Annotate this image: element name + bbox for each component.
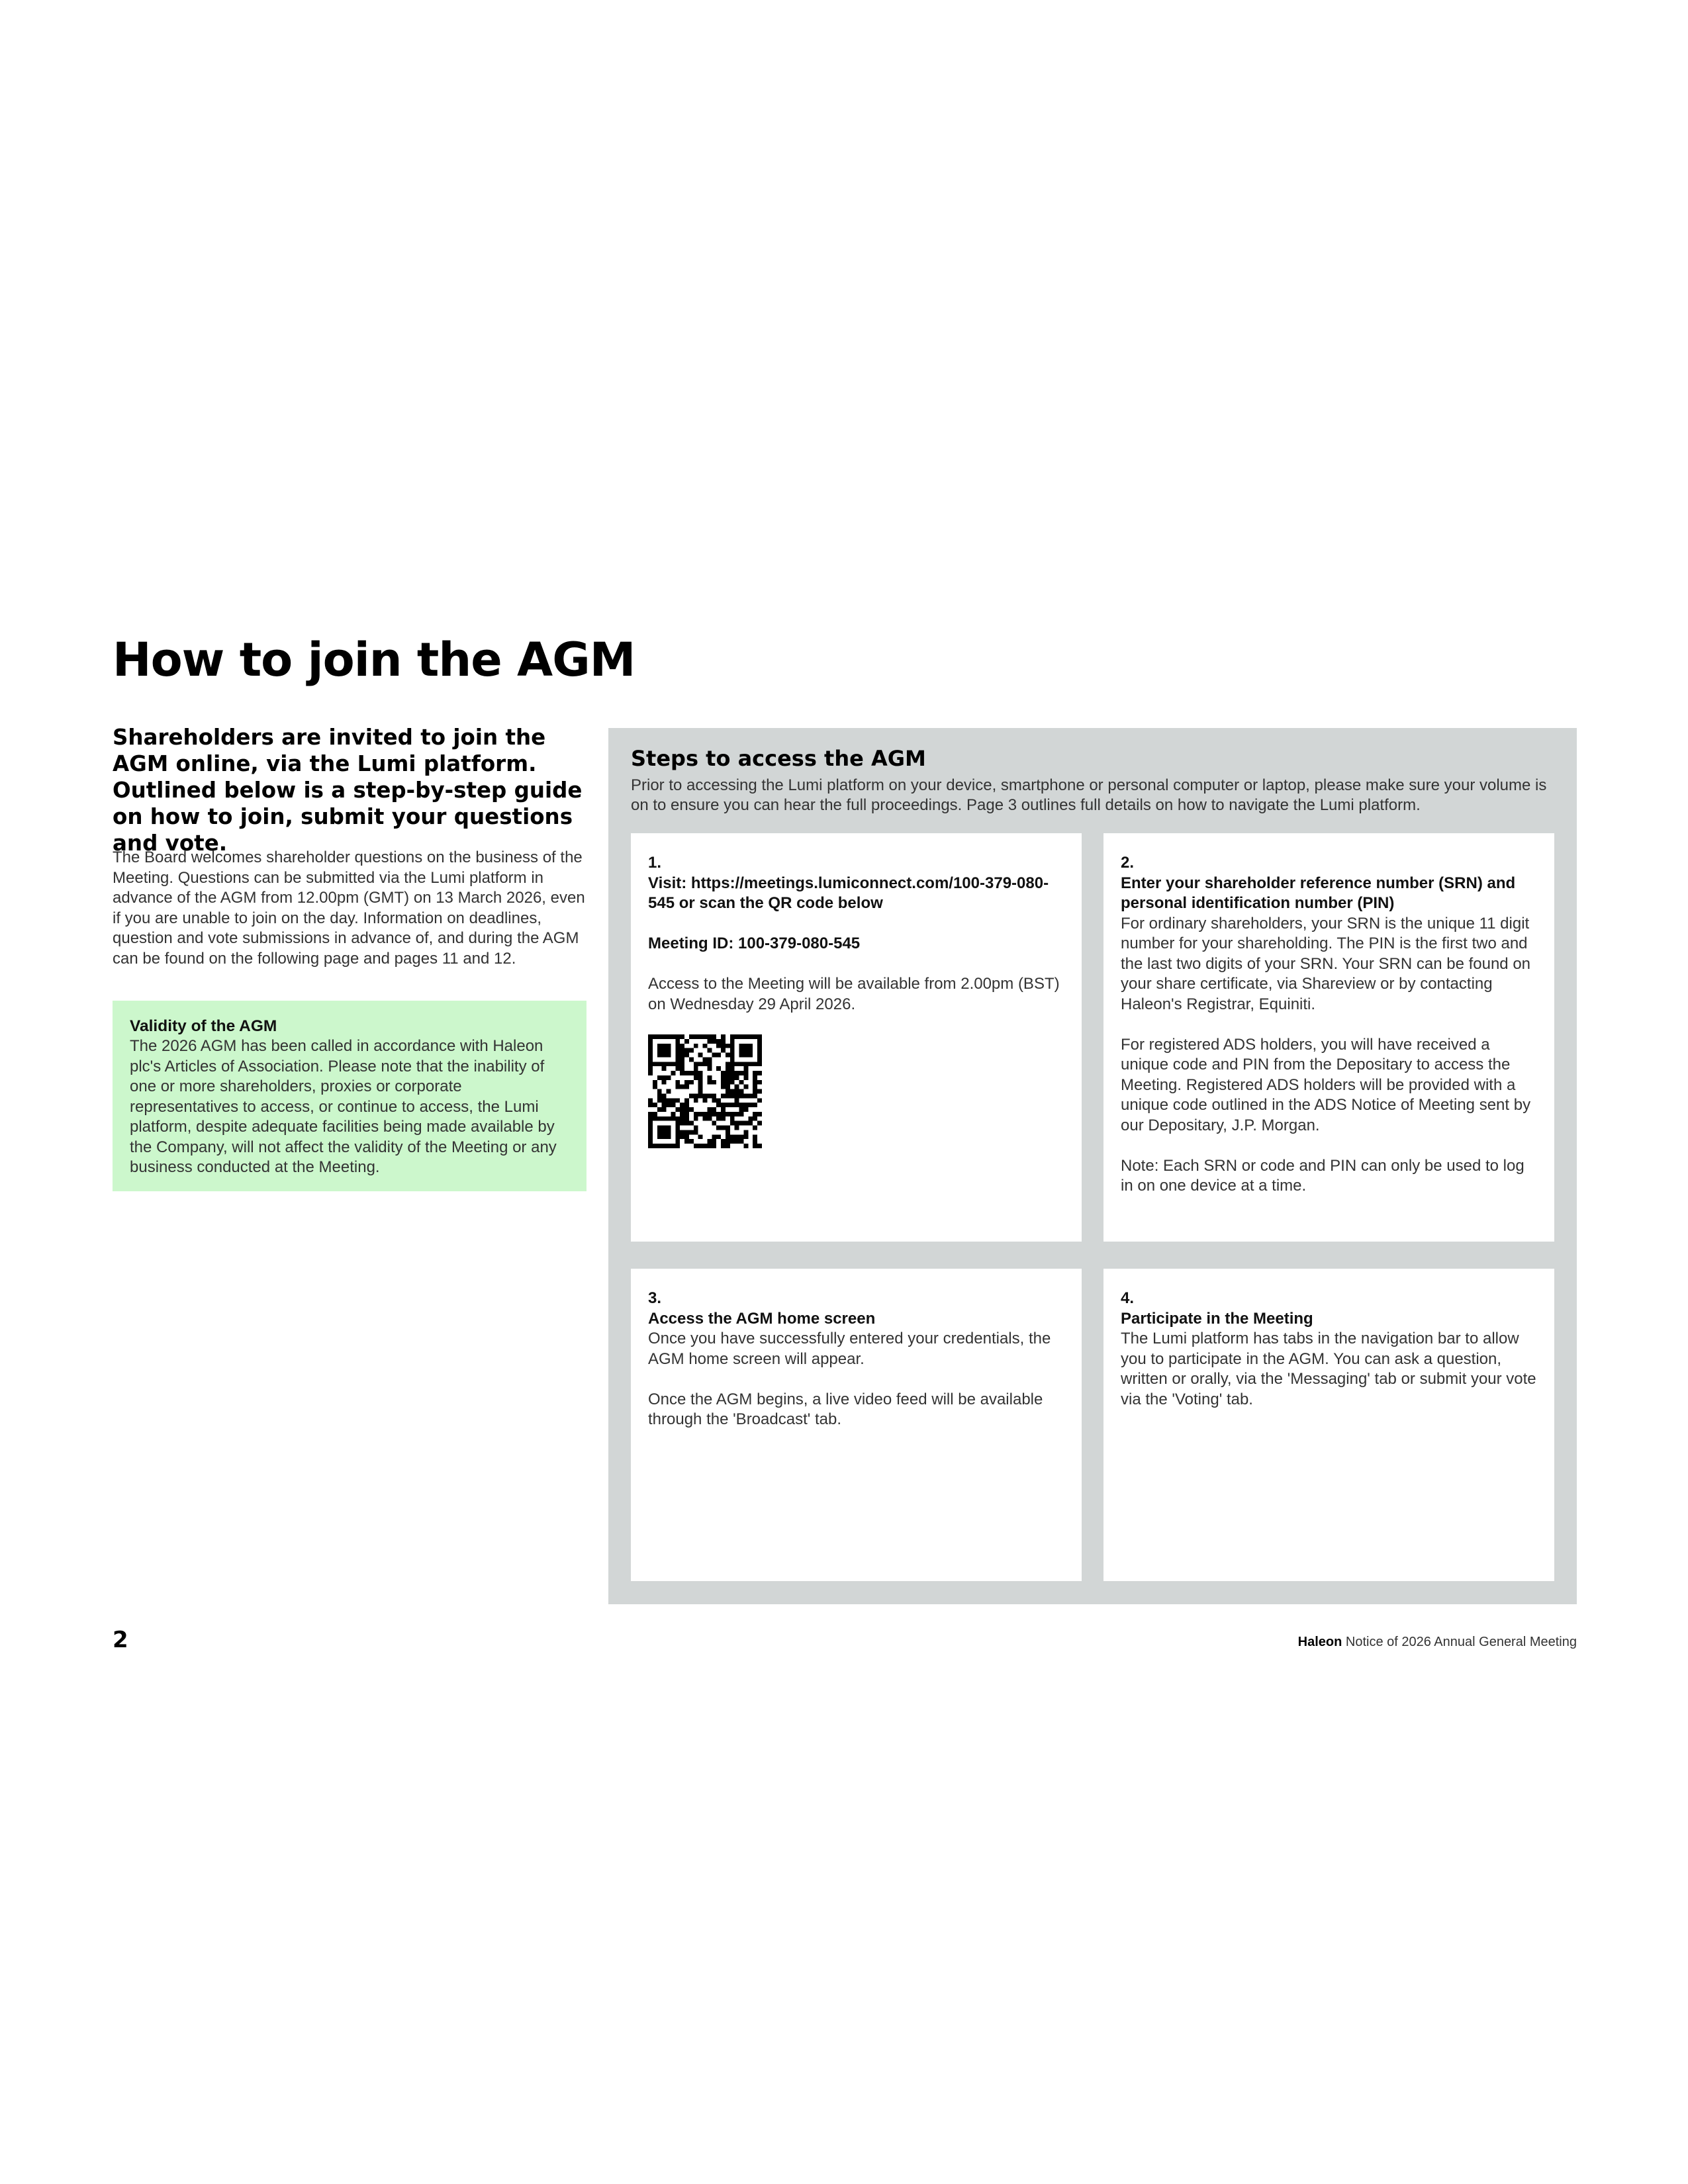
meeting-id: Meeting ID: 100-379-080-545: [648, 934, 861, 952]
validity-body: The 2026 AGM has been called in accordance with Haleon plc's Articles of Association. Please note that the inability of one or more shareholders, proxies or corporate representatives to access, or continue to access, the Lumi platform, despite adequate facilities being made available by the Company, will not affect the validity of the Meeting or any business conducted at the Meeting.: [130, 1037, 557, 1176]
steps-intro: Prior to accessing the Lumi platform on your device, smartphone or personal computer or laptop, please make sure your volume is on to ensure you can hear the full proceedings. Page 3 outlines full details on how to navigate the Lumi platform.: [631, 776, 1547, 814]
footer-document-title: Notice of 2026 Annual General Meeting: [1345, 1635, 1577, 1649]
step-body: Once the AGM begins, a live video feed will be available through the 'Broadcast' tab.: [648, 1390, 1043, 1428]
validity-title: Validity of the AGM: [130, 1017, 277, 1035]
step-heading: Participate in the Meeting: [1121, 1309, 1313, 1328]
step-heading: Access the AGM home screen: [648, 1309, 876, 1328]
steps-title: Steps to access the AGM: [631, 746, 926, 771]
step-number: 1.: [648, 854, 662, 872]
step-body: For ordinary shareholders, your SRN is the unique 11 digit number for your shareholding. The PIN is the first two and the last two digits of your SRN. Your SRN can be found on your share certificate, via Shareview or by contacting Haleon's Registrar, Equiniti.: [1121, 914, 1531, 1013]
footer-brand: Haleon: [1297, 1635, 1342, 1649]
step-number: 3.: [648, 1289, 662, 1307]
step-number: 2.: [1121, 854, 1135, 872]
qr-code-icon[interactable]: [648, 1034, 762, 1148]
lead-paragraph: Shareholders are invited to join the AGM online, via the Lumi platform. Outlined below is a step-by-step guide on how to join, submit your questions and vote.: [113, 725, 583, 856]
step-note: Note: Each SRN or code and PIN can only be used to log in on one device at a time.: [1121, 1156, 1524, 1195]
page-title: How to join the AGM: [113, 633, 635, 687]
validity-callout: [113, 1001, 586, 1191]
step-heading: Enter your shareholder reference number (SRN) and personal identification number (PIN): [1121, 874, 1516, 912]
document-footer: [1298, 1633, 1577, 1651]
step-card-1: [631, 833, 1082, 1242]
step-card-2: [1103, 833, 1554, 1242]
step-heading[interactable]: Visit: https://meetings.lumiconnect.com/100-379-080-545 or scan the QR code below: [648, 874, 1049, 912]
step-body: Once you have successfully entered your credentials, the AGM home screen will appear.: [648, 1330, 1051, 1368]
step-body: Access to the Meeting will be available from 2.00pm (BST) on Wednesday 29 April 2026.: [648, 975, 1060, 1013]
step-body: For registered ADS holders, you will have received a unique code and PIN from the Depositary to access the Meeting. Registered ADS holders will be provided with a unique code outlined in the ADS Notice of Meeting sent by our Depositary, J.P. Morgan.: [1121, 1035, 1531, 1134]
intro-paragraph: The Board welcomes shareholder questions on the business of the Meeting. Questions can be submitted via the Lumi platform in advance of the AGM from 12.00pm (GMT) on 13 March 2026, even if you are unable to join on the day. Information on deadlines, question and vote submissions in advance of, and during the AGM can be found on the following page and pages 11 and 12.: [113, 848, 585, 968]
step-body: The Lumi platform has tabs in the navigation bar to allow you to participate in the AGM. You can ask a question, written or orally, via the 'Messaging' tab or submit your vote via the 'Voting' tab.: [1121, 1330, 1536, 1408]
step-number: 4.: [1121, 1289, 1135, 1307]
step-card-4: [1103, 1269, 1554, 1581]
page-number: 2: [113, 1627, 128, 1653]
step-card-3: [631, 1269, 1082, 1581]
